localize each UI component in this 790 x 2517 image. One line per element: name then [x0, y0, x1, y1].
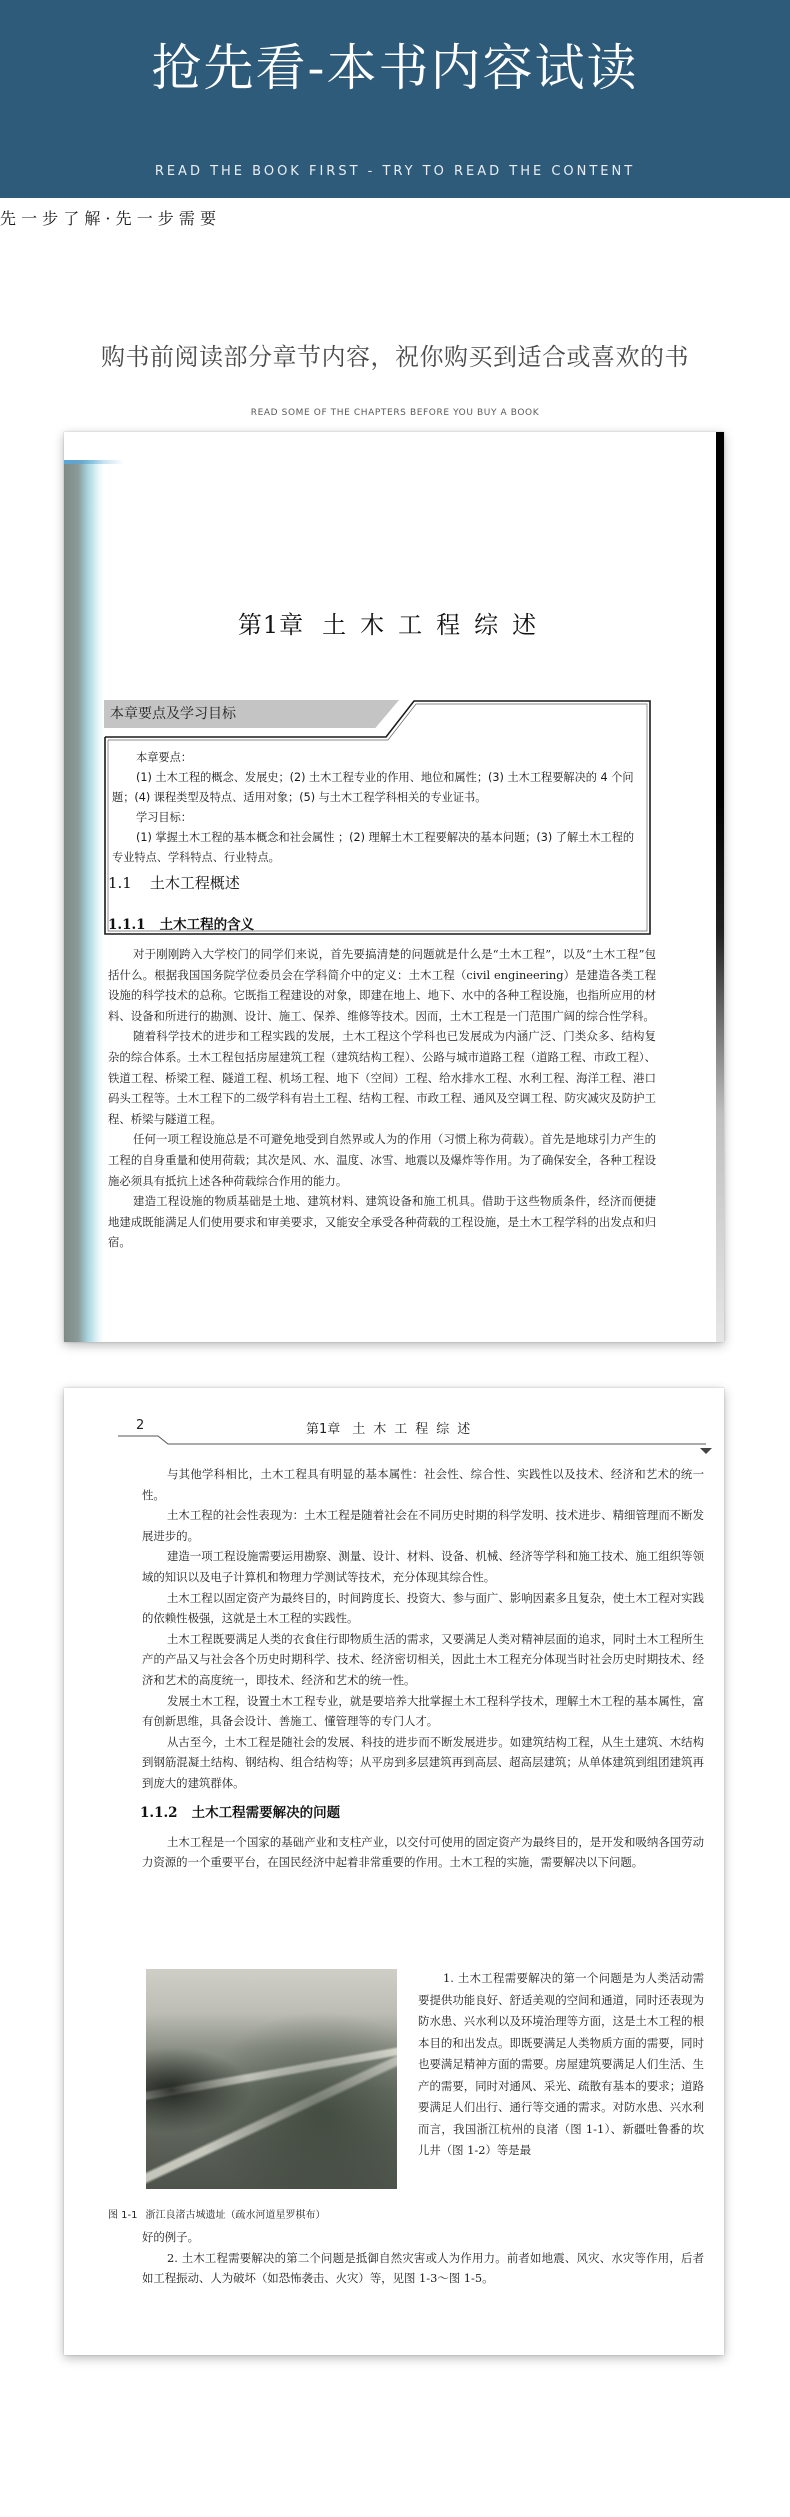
section-heading [108, 873, 240, 893]
figure-caption-text: 浙江良渚古城遗址（疏水河道星罗棋布） [145, 2210, 326, 2221]
page1-body [108, 944, 656, 1253]
page-spine-shadow [64, 460, 104, 1342]
page-spine-highlight [64, 460, 124, 464]
key-points-text: (1) 土木工程的概念、发展史；(2) 土木工程专业的作用、地位和属性；(3) 土木工程要解决的 4 个问题；(4) 课程类型及特点、适用对象；(5) 与土木工程学科相关的专业证书。 [112, 771, 634, 804]
paragraph: 与其他学科相比，土木工程具有明显的基本属性：社会性、综合性、实践性以及技术、经济和艺术的统一性。 [142, 1467, 704, 1502]
figure-1-1 [146, 1969, 397, 2189]
subsection-heading [108, 916, 254, 934]
key-points-heading: 本章要点： [136, 751, 192, 764]
banner-subtitle-en: READ THE BOOK FIRST - TRY TO READ THE CONTENT [154, 164, 636, 179]
paragraph: 土木工程是一个国家的基础产业和支柱产业，以交付可使用的固定资产为最终目的，是开发和吸纳各国劳动力资源的一个重要平台，在国民经济中起着非常重要的作用。土木工程的实施，需要解决以下问题。 [142, 1834, 704, 1870]
book-page-1 [64, 432, 724, 1342]
figure-caption [108, 2209, 408, 2223]
running-head-chapter-title: 土木工程综述 [352, 1422, 479, 1437]
paragraph: 土木工程以固定资产为最终目的，时间跨度长、投资大、参与面广、影响因素多且复杂，使土木工程对实践的依赖性极强，这就是土木工程的实践性。 [142, 1590, 704, 1626]
paragraph: 任何一项工程设施总是不可避免地受到自然界或人为的作用（习惯上称为荷载）。首先是地球引力产生的工程的自身重量和使用荷载；其次是风、水、温度、冰雪、地震以及爆炸等作用。为了确保安全，各种工程设施必须具有抵抗上述各种荷载综合作用的能力。 [108, 1132, 656, 1188]
page-edge [716, 432, 724, 1342]
subsection-number: 1.1.1 [108, 917, 146, 933]
goals-text: (1) 掌握土木工程的基本概念和社会属性 ；(2) 理解土木工程要解决的基本问题；(3) 了解土木工程的专业特点、学科特点、行业特点。 [112, 831, 635, 864]
chapter-objectives-box [104, 700, 652, 936]
chapter-title [64, 610, 724, 640]
after-figure-text [142, 2227, 704, 2289]
paragraph: 建造一项工程设施需要运用勘察、测量、设计、材料、设备、机械、经济等学科和施工技术、施工组织等领域的知识以及电子计算机和物理力学测试等技术，充分体现其综合性。 [142, 1549, 704, 1584]
goals-heading: 学习目标： [136, 811, 192, 824]
chapter-number: 第1章 [237, 611, 305, 639]
paragraph: 建造工程设施的物质基础是土地、建筑材料、建筑设备和施工机具。借助于这些物质条件，经济而便捷地建成既能满足人们使用要求和审美要求，又能安全承受各种荷载的工程设施，是土木工程学科的出发点和归宿。 [108, 1194, 656, 1250]
page-number: 2 [136, 1418, 145, 1433]
subsection-heading [140, 1804, 704, 1822]
subsection-number: 1.1.2 [140, 1804, 178, 1821]
paragraph: 土木工程的社会性表现为：土木工程是随着社会在不同历史时期的科学发明、技术进步、精细管理而不断发展进步的。 [142, 1508, 704, 1543]
paragraph: 发展土木工程，设置土木工程专业，就是要培养大批掌握土木工程科学技术，理解土木工程的基本属性，富有创新思维，具备会设计、善施工、懂管理等的专门人才。 [142, 1693, 704, 1729]
page2-body [142, 1464, 704, 1873]
running-head-chapter-number: 第1章 [306, 1422, 341, 1437]
figure-number: 图 1-1 [108, 2210, 138, 2221]
intro-subtitle-cn: 购书前阅读部分章节内容，祝你购买到适合或喜欢的书 [101, 343, 689, 371]
book-page-2 [64, 1388, 724, 2355]
paragraph: 从古至今，土木工程是随社会的发展、科技的进步而不断发展进步。如建筑结构工程，从生土建筑、木结构到钢筋混凝土结构、钢结构、组合结构等；从平房到多层建筑再到高层、超高层建筑；从单体建筑到组团建筑再到庞大的建筑群体。 [142, 1734, 704, 1790]
paragraph: 2. 土木工程需要解决的第二个问题是抵御自然灾害或人为作用力。前者如地震、风灾、水灾等作用，后者如工程振动、人为破坏（如恐怖袭击、火灾）等，见图 1-3～图 1-5。 [142, 2250, 704, 2286]
paragraph: 土木工程既要满足人类的衣食住行即物质生活的需求，又要满足人类对精神层面的追求，同时土木工程所生产的产品又与社会各个历史时期科学、技术、经济密切相关，因此土木工程充分体现当时社会历史时期技术、经济和艺术的高度统一，即技术、经济和艺术的统一性。 [142, 1631, 704, 1687]
subsection-title: 土木工程需要解决的问题 [191, 1804, 341, 1821]
objectives-body [112, 748, 640, 868]
objectives-tab-label: 本章要点及学习目标 [110, 706, 236, 722]
chapter-title-text: 土木工程综述 [322, 611, 551, 639]
triangle-ornament-icon [700, 1448, 712, 1454]
figure-wrapped-text [418, 1968, 704, 2162]
paragraph: 1. 土木工程需要解决的第一个问题是为人类活动需要提供功能良好、舒适美观的空间和通道，同时还表现为防水患、兴水利以及环境治理等方面，这是土木工程的根本目的和出发点。即既要满足人类物质方面的需要，同时也要满足精神方面的需要。房屋建筑要满足人们生活、生产的需要，同时对通风、采光、疏散有基本的要求；道路要满足人们出行、通行等交通的需求。对防水患、兴水利而言，我国浙江杭州的良渚（图 1-1）、新疆吐鲁番的坎儿井（图 1-2）等是最 [418, 1971, 704, 2157]
paragraph: 随着科学技术的进步和工程实践的发展，土木工程这个学科也已发展成为内涵广泛、门类众多、结构复杂的综合体系。土木工程包括房屋建筑工程（建筑结构工程）、公路与城市道路工程（道路工程、市政工程）、铁道工程、桥梁工程、隧道工程、机场工程、地下（空间）工程、给水排水工程、水利工程、海洋工程、港口码头工程等。土木工程下的二级学科有岩土工程、结构工程、市政工程、通风及空调工程、防灾减灾及防护工程、桥梁与隧道工程。 [108, 1029, 656, 1126]
subsection-title: 土木工程的含义 [159, 917, 255, 933]
paragraph: 对于刚刚跨入大学校门的同学们来说，首先要搞清楚的问题就是什么是“土木工程”，以及“土木工程”包括什么。根据我国国务院学位委员会在学科简介中的定义：土木工程（civil engineering）是建造各类工程设施的科学技术的总称。它既指工程建设的对象，即建在地上、地下、水中的各种工程设施，也指所应用的材料、设备和所进行的勘测、设计、施工、保养、维修等技术。因而，土木工程是一门范围广阔的综合性学科。 [108, 947, 656, 1023]
aerial-photo-icon [146, 1969, 397, 2189]
intro-subtitle-en: READ SOME OF THE CHAPTERS BEFORE YOU BUY A BOOK [250, 408, 540, 418]
running-head [116, 1418, 676, 1458]
running-head-title [306, 1418, 478, 1437]
paragraph: 好的例子。 [142, 2230, 199, 2244]
banner-slogan-display [0, 0, 790, 198]
section-title: 土木工程概述 [149, 874, 240, 892]
banner-title: 抢先看-本书内容试读 [151, 39, 639, 97]
section-number: 1.1 [108, 874, 132, 892]
